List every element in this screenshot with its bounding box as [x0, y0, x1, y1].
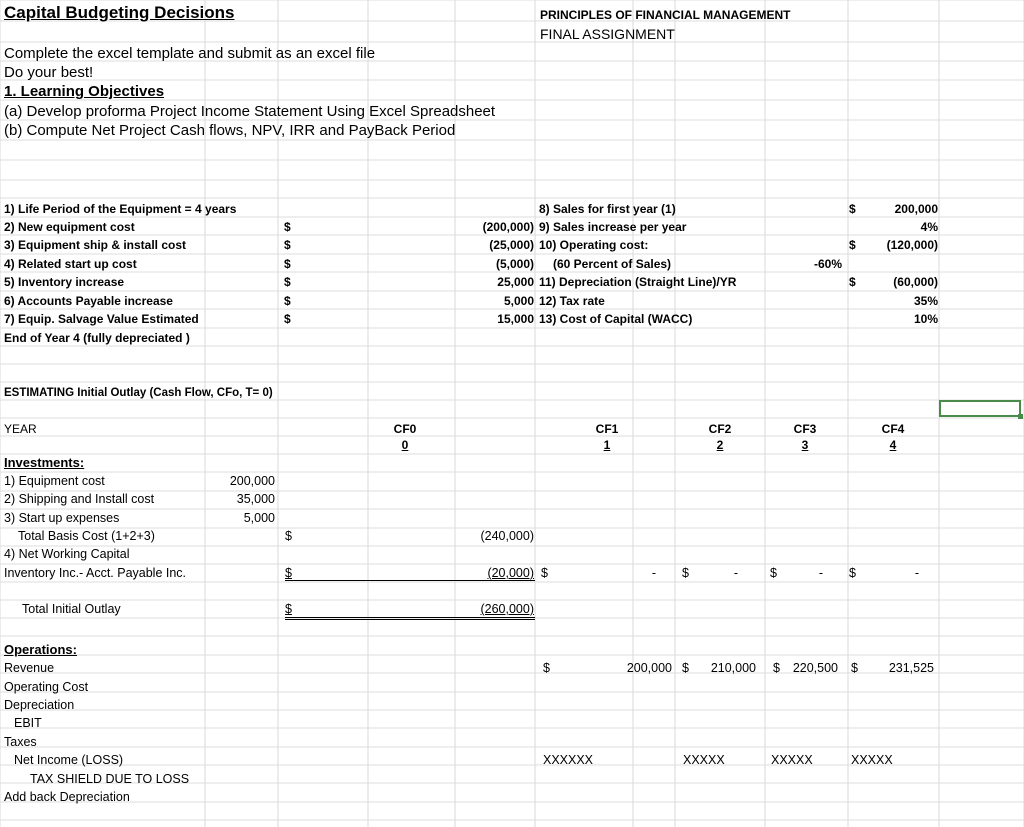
- value-equipment-cost[interactable]: (200,000): [482, 220, 534, 234]
- cell-nwc-cf3[interactable]: -: [818, 566, 823, 580]
- value-depreciation[interactable]: (60,000): [893, 275, 938, 289]
- cell-revenue-cf2[interactable]: 210,000: [710, 661, 756, 675]
- value-inventory[interactable]: 25,000: [497, 275, 534, 289]
- input-depreciation-label: 11) Depreciation (Straight Line)/YR: [539, 275, 737, 289]
- cell-nwc-cf2[interactable]: -: [733, 566, 738, 580]
- input-sales-increase-label: 9) Sales increase per year: [539, 220, 687, 234]
- cell-net-income-cf4[interactable]: XXXXX: [851, 753, 893, 767]
- input-sales-label: 8) Sales for first year (1): [539, 202, 676, 216]
- section-heading: ESTIMATING Initial Outlay (Cash Flow, CFo, T= 0): [4, 387, 273, 399]
- selected-cell[interactable]: [939, 400, 1021, 417]
- input-wacc-label: 13) Cost of Capital (WACC): [539, 312, 693, 326]
- currency-sign: $: [284, 312, 291, 326]
- investments-heading: Investments:: [4, 455, 85, 470]
- row-shipping-install: 2) Shipping and Install cost: [4, 492, 155, 506]
- cell-equipment-cost[interactable]: 200,000: [229, 474, 275, 488]
- cell-nwc-cf0[interactable]: (20,000): [487, 566, 534, 580]
- value-tax-rate[interactable]: 35%: [913, 294, 938, 308]
- input-inventory-label: 5) Inventory increase: [4, 275, 125, 289]
- cell-net-income-cf1[interactable]: XXXXXX: [543, 753, 594, 767]
- cell-nwc-cf4[interactable]: -: [914, 566, 919, 580]
- header-cf2: CF2: [708, 422, 732, 436]
- currency-sign: $: [284, 220, 291, 234]
- cell-nwc-cf1[interactable]: -: [651, 566, 656, 580]
- row-operating-cost: Operating Cost: [4, 680, 89, 694]
- row-total-basis: Total Basis Cost (1+2+3): [18, 529, 155, 543]
- objective-b: (b) Compute Net Project Cash flows, NPV, IRR and PayBack Period: [4, 122, 456, 139]
- row-equipment-cost: 1) Equipment cost: [4, 474, 105, 488]
- row-nwc: 4) Net Working Capital: [4, 547, 130, 561]
- objectives-heading: 1. Learning Objectives: [4, 83, 165, 100]
- currency-sign: $: [543, 661, 550, 675]
- currency-sign: $: [849, 566, 856, 580]
- year-label: YEAR: [4, 422, 37, 436]
- header-year-3: 3: [801, 438, 809, 452]
- row-total-initial-outlay: Total Initial Outlay: [22, 602, 121, 616]
- header-year-1: 1: [603, 438, 611, 452]
- objective-a: (a) Develop proforma Project Income Statement Using Excel Spreadsheet: [4, 103, 496, 120]
- cell-net-income-cf2[interactable]: XXXXX: [683, 753, 725, 767]
- currency-sign: $: [284, 275, 291, 289]
- input-operating-cost-note: (60 Percent of Sales): [553, 257, 672, 271]
- cell-total-initial-outlay[interactable]: (260,000): [480, 602, 534, 616]
- currency-sign: $: [851, 661, 858, 675]
- input-tax-rate-label: 12) Tax rate: [539, 294, 605, 308]
- input-payable-label: 6) Accounts Payable increase: [4, 294, 173, 308]
- cell-shipping-install[interactable]: 35,000: [236, 492, 275, 506]
- value-salvage[interactable]: 15,000: [497, 312, 534, 326]
- header-year-0: 0: [401, 438, 409, 452]
- row-revenue: Revenue: [4, 661, 55, 675]
- row-inventory-payable: Inventory Inc.- Acct. Payable Inc.: [4, 566, 187, 580]
- row-taxes: Taxes: [4, 735, 37, 749]
- row-add-back-depreciation: Add back Depreciation: [4, 790, 130, 804]
- value-sales[interactable]: 200,000: [894, 202, 938, 216]
- input-salvage-label: 7) Equip. Salvage Value Estimated: [4, 312, 199, 326]
- value-operating-cost[interactable]: (120,000): [886, 238, 938, 252]
- currency-sign: $: [285, 529, 292, 543]
- input-salvage-note: End of Year 4 (fully depreciated ): [4, 331, 190, 345]
- currency-sign: $: [285, 566, 292, 580]
- currency-sign: $: [284, 294, 291, 308]
- input-startup-label: 4) Related start up cost: [4, 257, 137, 271]
- value-sales-increase[interactable]: 4%: [920, 220, 938, 234]
- cell-revenue-cf4[interactable]: 231,525: [888, 661, 934, 675]
- value-wacc[interactable]: 10%: [913, 312, 938, 326]
- cell-net-income-cf3[interactable]: XXXXX: [771, 753, 813, 767]
- currency-sign: $: [849, 202, 856, 216]
- header-year-4: 4: [889, 438, 897, 452]
- total-underline: [285, 580, 535, 581]
- currency-sign: $: [541, 566, 548, 580]
- cell-startup[interactable]: 5,000: [243, 511, 275, 525]
- fill-handle[interactable]: [1018, 414, 1023, 419]
- value-operating-pct[interactable]: -60%: [813, 257, 842, 271]
- row-net-income: Net Income (LOSS): [14, 753, 124, 767]
- input-operating-cost-label: 10) Operating cost:: [539, 238, 649, 252]
- currency-sign: $: [284, 257, 291, 271]
- input-ship-install-label: 3) Equipment ship & install cost: [4, 238, 187, 252]
- cell-revenue-cf1[interactable]: 200,000: [626, 661, 672, 675]
- row-depreciation: Depreciation: [4, 698, 75, 712]
- header-cf3: CF3: [793, 422, 817, 436]
- cell-revenue-cf3[interactable]: 220,500: [792, 661, 838, 675]
- row-ebit: EBIT: [14, 716, 42, 730]
- instruction-line: Complete the excel template and submit as an excel file: [4, 45, 376, 62]
- currency-sign: $: [285, 602, 292, 616]
- assignment-title: FINAL ASSIGNMENT: [540, 26, 675, 42]
- encouragement-line: Do your best!: [4, 64, 94, 81]
- sheet-title: Capital Budgeting Decisions: [4, 3, 235, 22]
- row-tax-shield: TAX SHIELD DUE TO LOSS: [30, 772, 190, 786]
- header-cf1: CF1: [595, 422, 619, 436]
- currency-sign: $: [770, 566, 777, 580]
- currency-sign: $: [849, 275, 856, 289]
- value-ship-install[interactable]: (25,000): [489, 238, 534, 252]
- value-startup[interactable]: (5,000): [495, 257, 534, 271]
- header-year-2: 2: [716, 438, 724, 452]
- course-title: PRINCIPLES OF FINANCIAL MANAGEMENT: [540, 8, 791, 22]
- value-payable[interactable]: 5,000: [503, 294, 534, 308]
- currency-sign: $: [773, 661, 780, 675]
- row-startup: 3) Start up expenses: [4, 511, 120, 525]
- currency-sign: $: [284, 238, 291, 252]
- currency-sign: $: [682, 661, 689, 675]
- operations-heading: Operations:: [4, 642, 77, 657]
- currency-sign: $: [849, 238, 856, 252]
- input-equipment-cost-label: 2) New equipment cost: [4, 220, 135, 234]
- total-underline: [285, 619, 535, 620]
- header-cf4: CF4: [881, 422, 905, 436]
- header-cf0: CF0: [393, 422, 417, 436]
- total-underline: [285, 617, 535, 618]
- cell-total-basis-cf0[interactable]: (240,000): [480, 529, 534, 543]
- currency-sign: $: [682, 566, 689, 580]
- input-life-period: 1) Life Period of the Equipment = 4 years: [4, 202, 237, 216]
